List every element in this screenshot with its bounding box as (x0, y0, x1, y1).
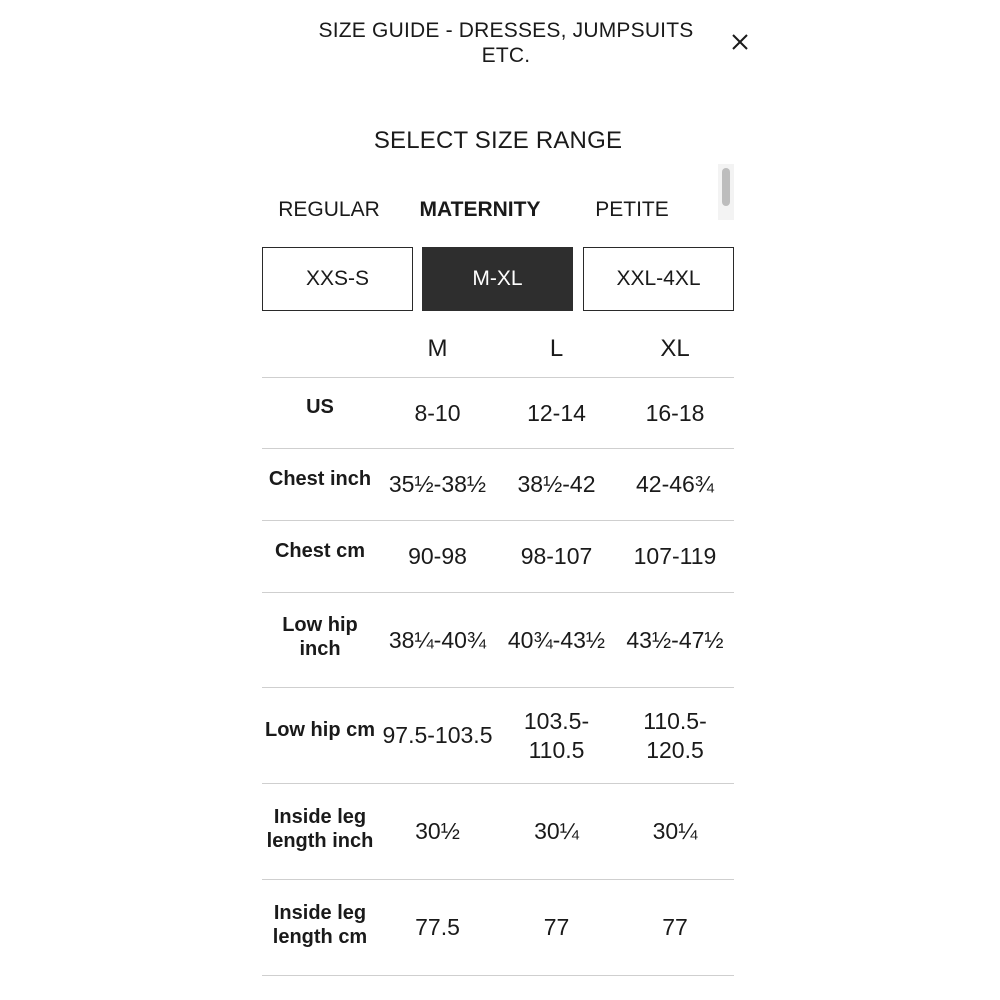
size-range-tabs (262, 195, 718, 227)
tab-regular[interactable]: REGULAR (278, 198, 380, 221)
row-label: Chest cm (274, 539, 366, 562)
table-header-row (262, 320, 734, 378)
table-row (262, 378, 734, 449)
row-label: Chest inch (268, 467, 372, 490)
table-cell: 98-107 (520, 543, 593, 569)
row-label: Inside leg length inch (266, 805, 374, 852)
table-cell: 77.5 (415, 914, 460, 940)
table-row (262, 880, 734, 976)
row-label: Inside leg length cm (272, 901, 368, 948)
row-label: Low hip inch (282, 614, 358, 660)
table-cell: 30¼ (534, 818, 579, 844)
table-cell: 35½-38½ (388, 471, 487, 497)
table-cell: 77 (543, 914, 570, 940)
table-cell: 77 (662, 914, 688, 940)
table-cell: 90-98 (408, 543, 467, 569)
scrollbar-thumb[interactable] (722, 168, 730, 206)
table-row (262, 521, 734, 593)
table-cell: 107-119 (633, 543, 717, 569)
section-heading: SELECT SIZE RANGE (373, 127, 623, 154)
size-table (262, 320, 734, 976)
table-row (262, 449, 734, 521)
row-label: US (306, 396, 334, 418)
close-icon (728, 30, 752, 54)
table-cell: 110.5-120.5 (643, 707, 707, 763)
close-button[interactable] (728, 30, 752, 54)
table-cell: 30¼ (652, 818, 698, 844)
tab-petite[interactable]: PETITE (595, 198, 669, 221)
table-cell: 38¼-40¾ (388, 626, 487, 653)
table-cell: 103.5-110.5 (523, 707, 590, 763)
size-button-xxl-4xl[interactable]: XXL-4XL (583, 247, 734, 311)
size-button-m-xl[interactable]: M-XL (422, 247, 573, 311)
table-cell: 42-46¾ (635, 471, 714, 497)
table-cell: 38½-42 (517, 471, 596, 497)
table-cell: 16-18 (645, 399, 705, 426)
table-row (262, 784, 734, 880)
scrollbar[interactable] (718, 164, 734, 220)
table-cell: 12-14 (527, 399, 586, 426)
table-cell: 43½-47½ (626, 626, 724, 653)
table-cell: 30½ (415, 818, 460, 844)
column-header: M (427, 335, 448, 362)
table-cell: 40¾-43½ (507, 626, 606, 653)
modal-title: SIZE GUIDE - DRESSES, JUMPSUITS ETC. (318, 19, 694, 67)
size-button-xxs-s[interactable]: XXS-S (262, 247, 413, 311)
table-row (262, 593, 734, 688)
table-cell: 8-10 (414, 399, 461, 426)
table-row (262, 688, 734, 784)
column-header: XL (660, 335, 690, 362)
column-header: L (549, 335, 564, 362)
row-label: Low hip cm (265, 718, 375, 741)
table-cell: 97.5-103.5 (382, 722, 493, 748)
tab-maternity[interactable]: MATERNITY (419, 198, 541, 221)
